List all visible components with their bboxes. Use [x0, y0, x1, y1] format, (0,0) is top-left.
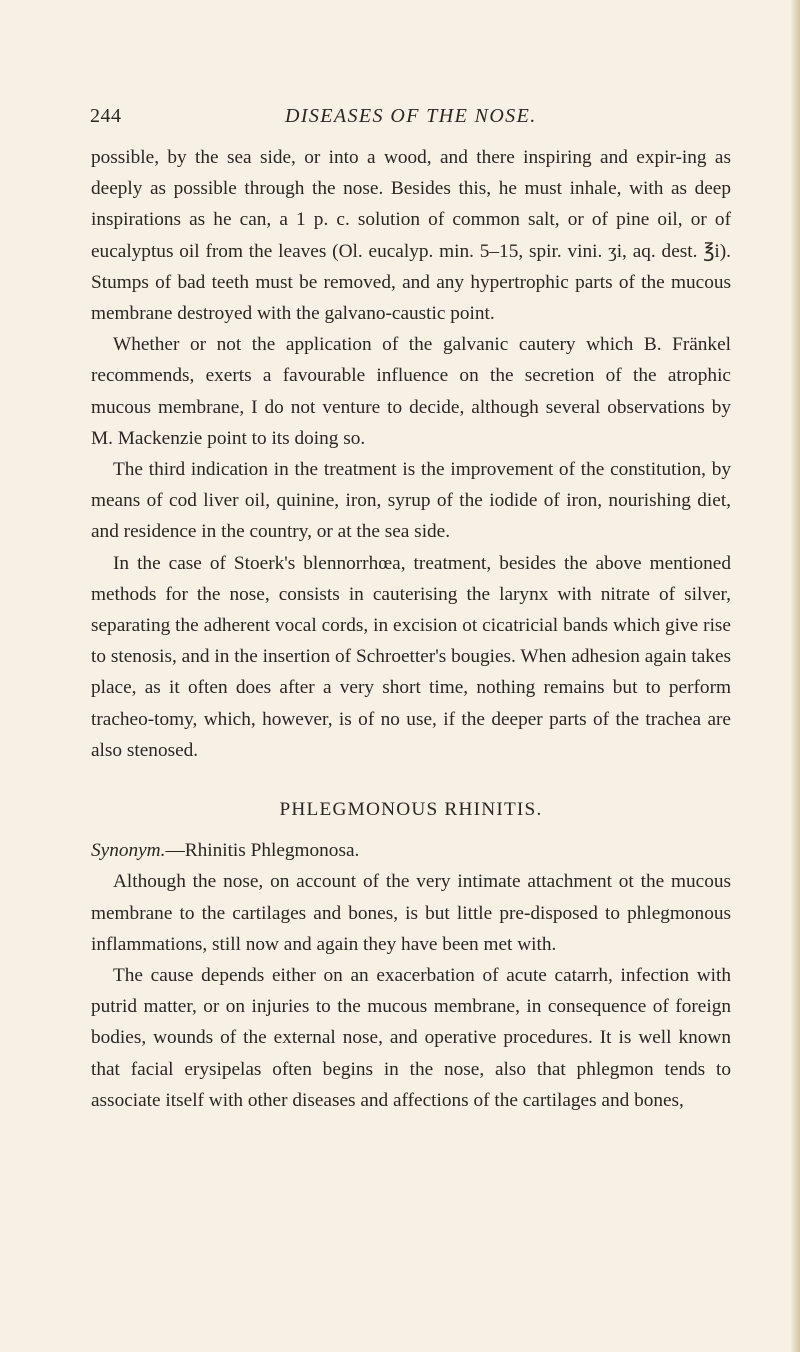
paragraph-predisposition: Although the nose, on account of the very intimate attachment ot the mucous membrane to the cartilages and bones, is but little pre-disposed to phlegmonous inflammations, still now and again they have been met with.	[91, 871, 731, 955]
running-head	[90, 105, 730, 135]
page-number: 244	[90, 105, 122, 127]
synonym-text: —Rhinitis Phlegmonosa.	[165, 840, 360, 862]
running-title: DISEASES OF THE NOSE.	[285, 105, 537, 127]
paragraph-cause: The cause depends either on an exacerbation of acute catarrh, infection with putrid matter, or on injuries to the mucous membrane, in consequence of foreign bodies, wounds of the external nose, and operative procedures. It is well known that facial erysipelas often begins in the nose, also that phlegmon tends to associate itself with other diseases and affections of the cartilages and bones,	[91, 965, 731, 1111]
synonym-line	[91, 835, 731, 866]
paragraph-continuation: possible, by the sea side, or into a wood, and there inspiring and expir-ing as deeply as possible through the nose. Besides this, he must inhale, with as deep inspirations as he can, a 1 p. c. solution of common salt, or of pine oil, or of eucalyptus oil from the leaves (Ol. eucalyp. min. 5–15, spir. vini. ʒi, aq. dest. ℥i). Stumps of bad teeth must be removed, and any hypertrophic parts of the mucous membrane destroyed with the galvano-caustic point.	[91, 147, 731, 325]
section-heading: PHLEGMONOUS RHINITIS.	[279, 799, 543, 821]
synonym-label: Synonym.	[91, 840, 166, 862]
paragraph-third-indication: The third indication in the treatment is the improvement of the constitution, by means of cod liver oil, quinine, iron, syrup of the iodide of iron, nourishing diet, and residence in the country, or at the sea side.	[91, 459, 731, 543]
page-edge	[790, 0, 800, 1352]
paragraph-stoerk-blennorrhoea: In the case of Stoerk's blennorrhœa, treatment, besides the above mentioned methods for the nose, consists in cauterising the larynx with nitrate of silver, separating the adherent vocal cords, in excision ot cicatricial bands which give rise to stenosis, and in the insertion of Schroetter's bougies. When adhesion again takes place, as it often does after a very short time, nothing remains but to perform tracheo-tomy, which, however, is of no use, if the deeper parts of the trachea are also stenosed.	[91, 552, 731, 761]
text-block	[91, 142, 731, 1116]
paragraph-galvanic-cautery: Whether or not the application of the galvanic cautery which B. Fränkel recommends, exerts a favourable influence on the secretion of the atrophic mucous membrane, I do not venture to decide, although several observations by M. Mackenzie point to its doing so.	[91, 334, 731, 449]
